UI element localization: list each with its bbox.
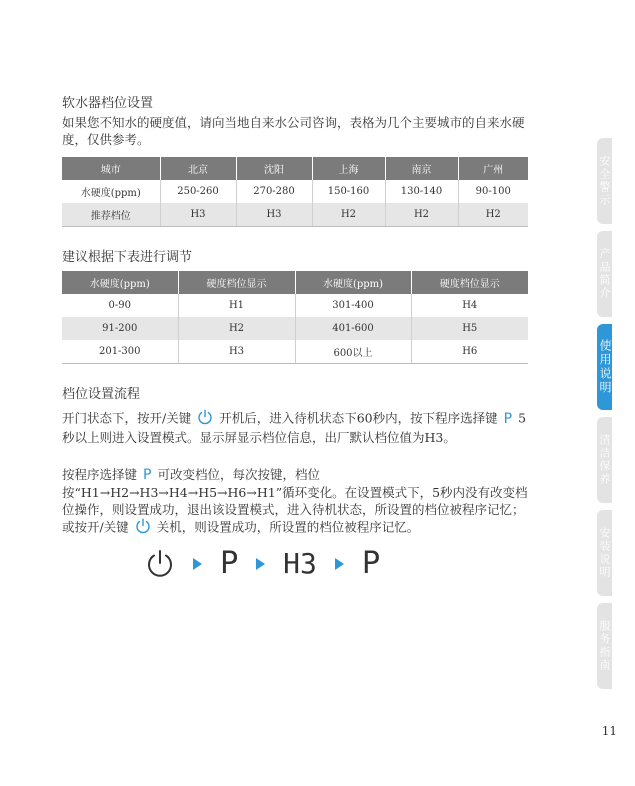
flow-arrow-icon [335,558,344,570]
setting-flow-diagram [145,546,380,581]
table-header-cell: 北京 [160,157,236,180]
table-cell: 90-100 [475,186,511,197]
table-row [62,203,528,227]
side-tab[interactable]: 安装说明 [597,510,612,596]
table-row [62,317,528,340]
table-cell: 推荐档位 [62,203,160,227]
table-header-cell: 上海 [312,157,385,180]
side-tab[interactable]: 使用说明 [597,324,612,410]
flow-p-icon: P [361,546,380,581]
section-title-process: 档位设置流程 [62,387,141,402]
table-cell: H1 [178,294,295,317]
table-header-cell: 广州 [458,157,528,180]
table-cell: 水硬度(ppm) [62,180,160,203]
p1-text-a: 开门状态下，按开/关键 [62,410,192,426]
table-cell: 301-400 [295,294,411,317]
p1-text-b: 开机后，进入待机状态下60秒内，按下程序选择键 [219,410,498,426]
table-cell: 150-160 [312,180,385,203]
p2-text-a: 按程序选择键 [62,467,138,482]
table-cell: H5 [411,317,528,340]
p1-text-c: 5秒以上则进入设置模式。显示屏显示档位信息，出厂默认档位值为H3。 [62,410,527,445]
program-p-icon: P [143,467,152,483]
power-icon [197,409,213,429]
table-cell: 270-280 [236,180,312,203]
program-p-icon: P [503,410,513,427]
table-cell: H2 [312,203,385,227]
table-header-cell: 水硬度(ppm) [62,271,178,294]
flow-arrow-icon [193,558,202,570]
side-tab[interactable]: 清洁保养 [597,417,612,503]
table-cell: H3 [178,340,295,364]
table-header-cell: 沈阳 [236,157,312,180]
table-cell: H6 [411,340,528,364]
table-row [62,294,528,317]
table-cell: 91-200 [62,317,178,340]
table-cell: H2 [385,203,458,227]
process-paragraph-1 [62,409,530,446]
process-paragraph-2 [62,466,530,538]
table-cell: H2 [458,203,528,227]
table-row [62,180,528,203]
side-tab[interactable]: 服务指南 [597,603,612,689]
table-cell: H4 [462,300,478,311]
flow-power-icon [145,549,175,579]
side-tab[interactable]: 产品简介 [597,231,612,317]
flow-arrow-icon [256,558,265,570]
table-header-cell: 城市 [62,157,160,180]
p2-text-b: 可改变档位，每次按键，档位按“H1→H2→H3→H4→H5→H6→H1”循环变化。在设置模式下，5秒内没有改变档位操作，则设置成功，退出该设置模式，进入待机状态，所设置的档位被程序记忆；或按开/关键 [62,467,528,535]
table-cell: 401-600 [295,317,411,340]
table-cell: H3 [236,203,312,227]
table-cell: 600以上 [295,340,411,364]
table-row [62,340,528,364]
section-title-water-softener: 软水器档位设置 [62,96,154,111]
flow-display-h3: H3 [283,547,317,580]
city-hardness-table [62,157,528,227]
intro-paragraph: 如果您不知水的硬度值，请向当地自来水公司咨询，表格为几个主要城市的自来水硬度，仅供参考。 [62,115,525,147]
table-header-cell: 水硬度(ppm) [295,271,411,294]
hardness-level-table [62,271,528,364]
table-cell: 130-140 [385,180,458,203]
table-header-cell: 硬度档位显示 [178,271,295,294]
table-cell: 0-90 [62,294,178,317]
page-number: 11 [601,724,617,738]
side-tabs [597,138,635,696]
table-cell: 250-260 [160,180,236,203]
side-tab[interactable]: 安全警示 [597,138,612,224]
p2-text-c: 关机，则设置成功，所设置的档位被程序记忆。 [156,519,420,535]
section-title-adjust: 建议根据下表进行调节 [62,250,193,265]
table-header-cell: 南京 [385,157,458,180]
table-cell: 201-300 [62,340,178,364]
table-header-cell: 硬度档位显示 [411,271,528,294]
table-cell: H3 [160,203,236,227]
table-cell: H2 [178,317,295,340]
flow-p-icon: P [220,546,239,581]
power-icon [135,518,151,538]
